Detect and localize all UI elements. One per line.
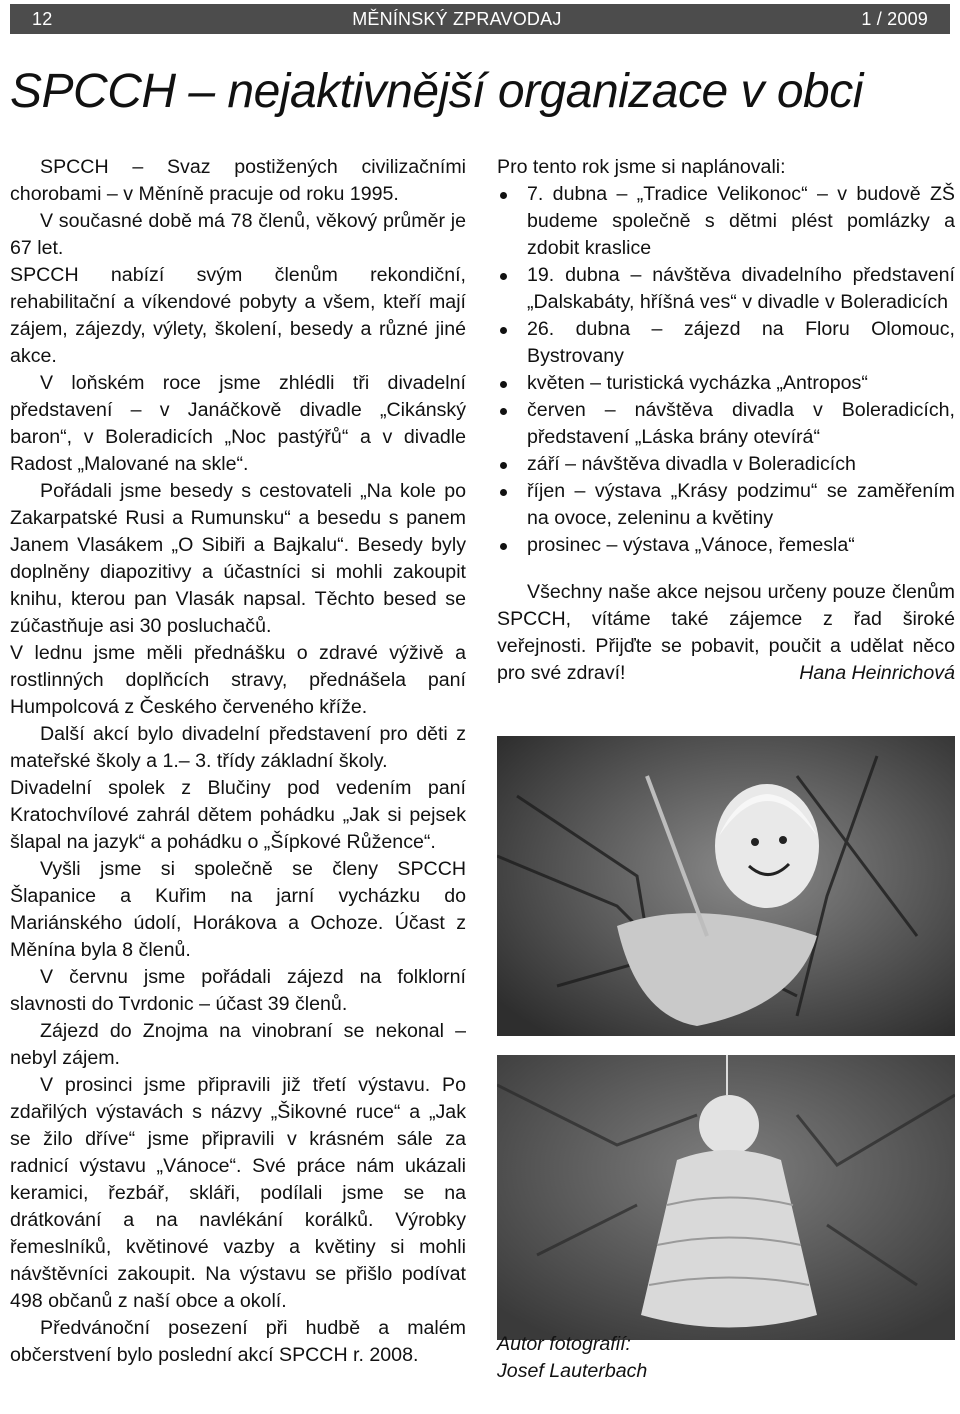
photo-credit-label: Autor fotografií:: [497, 1333, 631, 1355]
article-title: SPCCH – nejaktivnější organizace v obci: [10, 65, 863, 118]
list-item: prosinec – výstava „Vánoce, řemesla“: [497, 532, 955, 559]
paragraph: V prosinci jsme připravili již třetí výstavu. Po zdařilých výstavách s názvy „Šikovné ruce“ a „Jak se žilo dříve“ jsme připravili v krásném sále za radnicí výstavu „Vánoce“. Své práce nám ukázali keramici, řezbář, skláři, podílali jsme se na drátkování a na navlékání korálků. Výrobky řemeslníků, květinové vazby a květiny si mohli návštěvníci zakoupit. Na výstavu se přišlo podívat 498 občanů z naší obce a okolí.: [10, 1074, 466, 1312]
plan-list: [497, 181, 955, 559]
paragraph: Zájezd do Znojma na vinobraní se nekonal – nebyl zájem.: [10, 1020, 466, 1069]
right-column: [497, 154, 955, 687]
paragraph: V červnu jsme pořádali zájezd na folklorní slavnosti do Tvrdonic – účast 39 členů.: [10, 966, 466, 1015]
list-item: září – návštěva divadla v Boleradicích: [497, 451, 955, 478]
paragraph: V současné době má 78 členů, věkový průměr je 67 let.: [10, 210, 466, 259]
list-item: červen – návštěva divadla v Boleradicích, představení „Láska brány otevírá“: [497, 397, 955, 451]
paragraph: V lednu jsme měli přednášku o zdravé výživě a rostlinných doplňcích stravy, přednášela paní Humpolcová z Českého červeného kříže.: [10, 642, 466, 718]
paragraph: SPCCH – Svaz postižených civilizačními chorobami – v Měníně pracuje od roku 1995.: [10, 156, 466, 205]
photo-credit: [497, 1331, 797, 1385]
plan-heading: Pro tento rok jsme si naplánovali:: [497, 156, 786, 178]
publication-name: MĚNÍNSKÝ ZPRAVODAJ: [352, 8, 562, 29]
list-item: květen – turistická vycházka „Antropos“: [497, 370, 955, 397]
photo-credit-name: Josef Lauterbach: [497, 1360, 648, 1382]
paragraph: SPCCH nabízí svým členům rekondiční, rehabilitační a víkendové pobyty a všem, kteří mají zájem, zájezdy, výlety, školení, besedy a různé jiné akce.: [10, 264, 466, 367]
list-item: 26. dubna – zájezd na Floru Olomouc, Bystrovany: [497, 316, 955, 370]
paragraph: V loňském roce jsme zhlédli tři divadelní představení – v Janáčkově divadle „Cikánský baron“, v Boleradicích „Noc pastýřů“ a v divadle Radost „Malované na skle“.: [10, 372, 466, 475]
paragraph: Divadelní spolek z Blučiny pod vedením paní Kratochvílové zahrál dětem pohádku „Jak si pejsek šlapal na jazyk“ a pohádku o „Šípkové Růžence“.: [10, 777, 466, 853]
left-column: [10, 154, 466, 1369]
paragraph: Pořádali jsme besedy s cestovateli „Na kole po Zakarpatské Rusi a Rumunsku“ a besedu s panem Janem Vlasákem „O Sibiři a Bajkalu“. Besedy byly doplněny diapozitivy a účastníci si mohli zakoupit knihu, kterou pan Vlasák napsal. Těchto besed se zúčastňuje asi 30 posluchačů.: [10, 480, 466, 637]
list-item: 19. dubna – návštěva divadelního představení „Dalskabáty, hříšná ves“ v divadle v Boleradicích: [497, 262, 955, 316]
page-number: 12: [32, 8, 53, 29]
page-header: [10, 4, 950, 34]
closing-paragraph: [497, 579, 955, 687]
paragraph: Předvánoční posezení při hudbě a malém občerstvení bylo poslední akcí SPCCH r. 2008.: [10, 1317, 466, 1366]
paragraph: Vyšli jsme si společně se členy SPCCH Šlapanice a Kuřim na jarní vycházku do Mariánského údolí, Horákova a Ochoze. Účast z Měnína byla 8 členů.: [10, 858, 466, 961]
list-item: říjen – výstava „Krásy podzimu“ se zaměřením na ovoce, zeleninu a květiny: [497, 478, 955, 532]
issue-number: 1 / 2009: [861, 8, 928, 29]
photo-crochet-angel: [497, 1055, 955, 1340]
author-signature: Hana Heinrichová: [799, 662, 955, 684]
list-item: 7. dubna – „Tradice Velikonoc“ – v budově ZŠ budeme společně s dětmi plést pomlázky a zdobit kraslice: [497, 181, 955, 262]
paragraph: Další akcí bylo divadelní představení pro děti z mateřské školy a 1.– 3. třídy základní školy.: [10, 723, 466, 772]
photo-christmas-ornament: [497, 736, 955, 1036]
closing-text: Všechny naše akce nejsou určeny pouze členům SPCCH, vítáme také zájemce z řad široké veřejnosti. Přijďte se pobavit, poučit a udělat něco pro své zdraví!: [497, 581, 955, 684]
